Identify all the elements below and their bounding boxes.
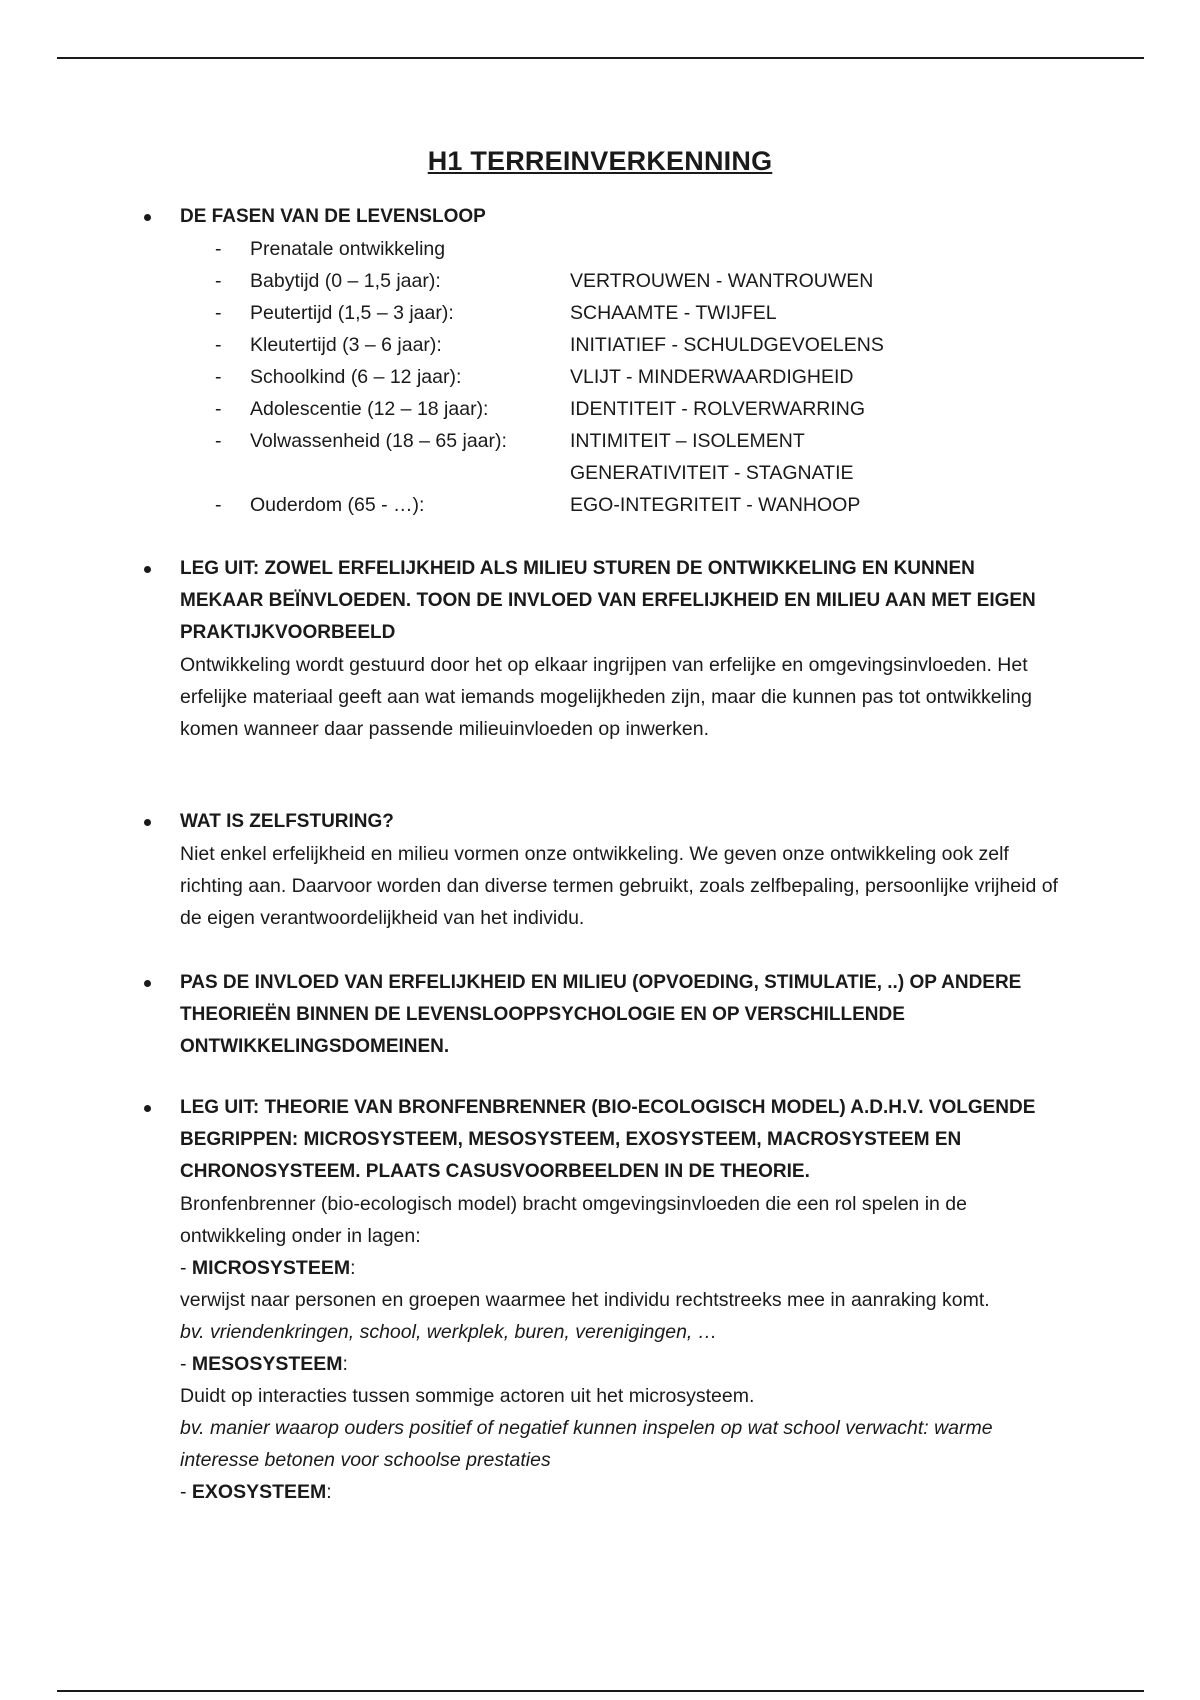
- list-dash: -: [215, 494, 222, 516]
- question-text: PAS DE INVLOED VAN ERFELIJKHEID EN MILIEU (OPVOEDING, STIMULATIE, ..) OP ANDERE THEORIEËN BINNEN DE LEVENSLOOPPSYCHOLOGIE EN OP VERSCHILLENDE ONTWIKKELINGSDOMEINEN.: [180, 972, 1022, 1057]
- phase-row: [180, 265, 1060, 297]
- answer-text: Niet enkel erfelijkheid en milieu vormen onze ontwikkeling. We geven onze ontwikkeling ook zelf richting aan. Daarvoor worden dan diverse termen gebruikt, zoals zelfbepaling, persoonlijke vrijheid of de eigen verantwoordelijkheid van het individu.: [180, 843, 1058, 929]
- phase-label: Babytijd (0 – 1,5 jaar):: [250, 270, 441, 292]
- phase-crisis: SCHAAMTE - TWIJFEL: [570, 302, 777, 324]
- mesosystem-example: bv. manier waarop ouders positief of negatief kunnen inspelen op wat school verwacht: warme interesse betonen voor schoolse prestaties: [180, 1417, 993, 1471]
- dash: -: [180, 1481, 192, 1503]
- phase-crisis: INTIMITEIT – ISOLEMENT: [570, 430, 805, 452]
- question-text: LEG UIT: THEORIE VAN BRONFENBRENNER (BIO-ECOLOGISCH MODEL) A.D.H.V. VOLGENDE BEGRIPPEN: MICROSYSTEEM, MESOSYSTEEM, EXOSYSTEEM, MACROSYSTEEM EN CHRONOSYSTEEM. PLAATS CASUSVOORBEELDEN IN DE THEORIE.: [180, 1097, 1036, 1182]
- phase-crisis: VERTROUWEN - WANTROUWEN: [570, 270, 874, 292]
- phase-crisis: INITIATIEF - SCHULDGEVOELENS: [570, 334, 884, 356]
- microsystem-text: verwijst naar personen en groepen waarmee het individu rechtstreeks mee in aanraking komt.: [180, 1289, 990, 1311]
- phase-row: [180, 361, 1060, 393]
- list-dash: -: [215, 430, 222, 452]
- list-dash: -: [215, 398, 222, 420]
- bullet-icon: [144, 819, 151, 826]
- list-dash: -: [215, 366, 222, 388]
- bullet-icon: [144, 980, 151, 987]
- bullet-icon: [144, 214, 151, 221]
- term-exosystem: EXOSYSTEEM: [191, 1481, 327, 1503]
- header-rule: [57, 57, 1144, 59]
- bullet-icon: [144, 566, 151, 573]
- colon: :: [342, 1353, 348, 1375]
- section-apply: [180, 967, 1060, 1063]
- mesosystem-heading: [180, 1348, 1060, 1380]
- exosystem-heading: [180, 1476, 1060, 1508]
- intro-text: Bronfenbrenner (bio-ecologisch model) bracht omgevingsinvloeden die een rol spelen in de ontwikkeling onder in lagen:: [180, 1193, 967, 1247]
- phase-label: Schoolkind (6 – 12 jaar):: [250, 366, 462, 388]
- phase-crisis: IDENTITEIT - ROLVERWARRING: [570, 398, 866, 420]
- phase-row: [180, 425, 1060, 489]
- list-dash: -: [215, 238, 222, 260]
- term-mesosystem: MESOSYSTEEM: [191, 1353, 343, 1375]
- phase-label: Peutertijd (1,5 – 3 jaar):: [250, 302, 454, 324]
- phase-row: [180, 393, 1060, 425]
- phase-row: [180, 233, 1060, 265]
- colon: :: [326, 1481, 332, 1503]
- phase-crisis: EGO-INTEGRITEIT - WANHOOP: [570, 494, 861, 516]
- page-title: H1 TERREINVERKENNING: [427, 146, 773, 176]
- colon: :: [350, 1257, 356, 1279]
- section-heredity: [180, 553, 1060, 745]
- phase-label: Volwassenheid (18 – 65 jaar):: [250, 430, 507, 452]
- phase-row: [180, 297, 1060, 329]
- list-dash: -: [215, 302, 222, 324]
- section-heading: DE FASEN VAN DE LEVENSLOOP: [180, 206, 486, 227]
- section-phases: [180, 201, 1060, 521]
- mesosystem-text: Duidt op interacties tussen sommige actoren uit het microsysteem.: [180, 1385, 755, 1407]
- section-selfsteering: [180, 806, 1060, 934]
- phase-crisis-secondary: GENERATIVITEIT - STAGNATIE: [570, 462, 854, 484]
- bullet-icon: [144, 1105, 151, 1112]
- phase-crisis: VLIJT - MINDERWAARDIGHEID: [570, 366, 854, 388]
- phase-label: Adolescentie (12 – 18 jaar):: [250, 398, 489, 420]
- phase-label: Ouderdom (65 - …):: [250, 494, 425, 516]
- dash: -: [180, 1353, 192, 1375]
- list-dash: -: [215, 334, 222, 356]
- phase-row: [180, 329, 1060, 361]
- list-dash: -: [215, 270, 222, 292]
- microsystem-example: bv. vriendenkringen, school, werkplek, buren, verenigingen, …: [180, 1321, 718, 1343]
- dash: -: [180, 1257, 192, 1279]
- question-text: WAT IS ZELFSTURING?: [180, 811, 394, 832]
- question-text: LEG UIT: ZOWEL ERFELIJKHEID ALS MILIEU STUREN DE ONTWIKKELING EN KUNNEN MEKAAR BEÏNVLOEDEN. TOON DE INVLOED VAN ERFELIJKHEID EN MILIEU AAN MET EIGEN PRAKTIJKVOORBEELD: [180, 558, 1036, 643]
- section-bronfenbrenner: [180, 1092, 1060, 1508]
- footer-rule: [57, 1690, 1144, 1692]
- phase-label: Prenatale ontwikkeling: [250, 238, 446, 260]
- phase-row: [180, 489, 1060, 521]
- phase-label: Kleutertijd (3 – 6 jaar):: [250, 334, 442, 356]
- microsystem-heading: [180, 1252, 1060, 1284]
- answer-text: Ontwikkeling wordt gestuurd door het op elkaar ingrijpen van erfelijke en omgevingsinvloeden. Het erfelijke materiaal geeft aan wat iemands mogelijkheden zijn, maar die kunnen pas tot ontwikkeling komen wanneer daar passende milieuinvloeden op inwerken.: [180, 654, 1032, 740]
- term-microsystem: MICROSYSTEEM: [191, 1257, 351, 1279]
- phase-list: [180, 233, 1060, 521]
